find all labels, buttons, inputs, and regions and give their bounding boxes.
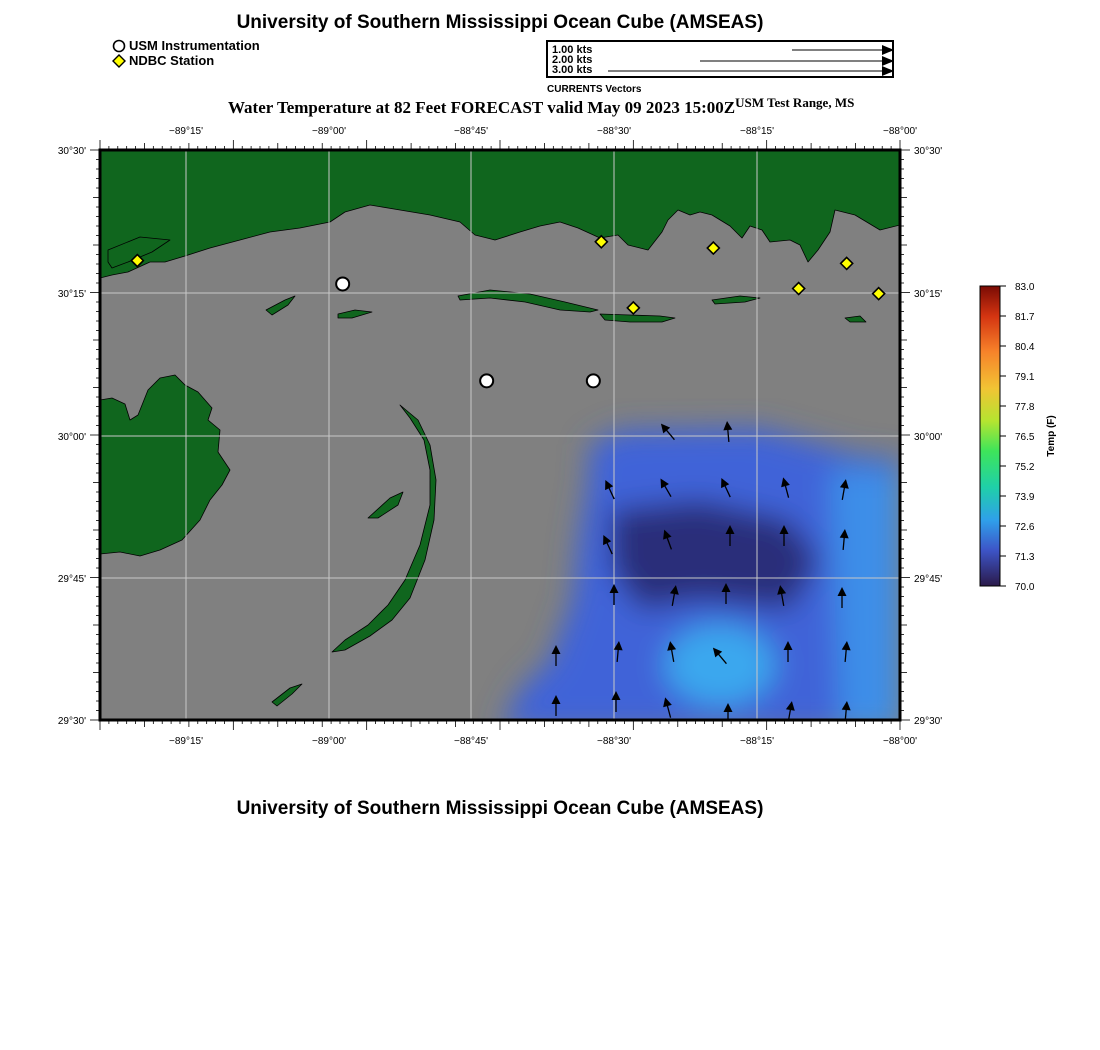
- top-lon-label-3: −88°45': [454, 126, 488, 137]
- subtitle-text: Water Temperature at 82 Feet FORECAST valid May 09 2023 15:00Z: [228, 98, 736, 117]
- colorbar-tick-label: 70.0: [1015, 582, 1035, 593]
- footer-title: University of Southern Mississippi Ocean Cube (AMSEAS): [236, 798, 764, 819]
- left-lat-label-5: 29°30': [57, 716, 86, 727]
- usm-station-marker: [480, 374, 493, 387]
- vector-scale-label-1: 1.00 kts: [552, 44, 593, 56]
- right-lat-label-5: 29°30': [914, 716, 943, 727]
- colorbar: [980, 282, 1057, 593]
- left-lat-label-2: 30°15': [57, 289, 86, 300]
- temperature-field-warm-east: [830, 470, 900, 730]
- bottom-lon-label-2: −89°00': [312, 736, 346, 747]
- right-lat-label-2: 30°15': [914, 289, 943, 300]
- region-label: USM Test Range, MS: [735, 95, 855, 110]
- colorbar-tick-label: 72.6: [1015, 522, 1035, 533]
- colorbar-tick-label: 79.1: [1015, 372, 1035, 383]
- colorbar-ticks: [1000, 282, 1035, 593]
- left-lat-label-4: 29°45': [57, 574, 86, 585]
- top-lon-label-6: −88°00': [883, 126, 917, 137]
- temperature-field-warm-patch: [665, 625, 775, 705]
- legend-usm-label: USM Instrumentation: [129, 38, 260, 53]
- top-lon-label-1: −89°15': [169, 126, 203, 137]
- top-lon-label-4: −88°30': [597, 126, 631, 137]
- right-lat-label-3: 30°00': [914, 432, 943, 443]
- bottom-lon-label-5: −88°15': [740, 736, 774, 747]
- bottom-lon-label-3: −88°45': [454, 736, 488, 747]
- right-lat-label-1: 30°30': [914, 146, 943, 157]
- colorbar-tick-label: 81.7: [1015, 312, 1035, 323]
- colorbar-tick-label: 77.8: [1015, 402, 1035, 413]
- top-axis-labels: [169, 126, 917, 137]
- bottom-lon-label-1: −89°15': [169, 736, 203, 747]
- colorbar-tick-label: 80.4: [1015, 342, 1035, 353]
- vector-scale-label-3: 3.00 kts: [552, 64, 593, 76]
- top-lon-label-2: −89°00': [312, 126, 346, 137]
- colorbar-tick-label: 75.2: [1015, 462, 1035, 473]
- left-lat-label-3: 30°00': [57, 432, 86, 443]
- legend-ndbc-label: NDBC Station: [129, 53, 215, 68]
- bottom-lon-label-6: −88°00': [883, 736, 917, 747]
- map-title: University of Southern Mississippi Ocean Cube (AMSEAS): [236, 12, 764, 33]
- colorbar-title: Temp (F): [1046, 415, 1057, 457]
- colorbar-tick-label: 76.5: [1015, 432, 1035, 443]
- bottom-lon-label-4: −88°30': [597, 736, 631, 747]
- colorbar-gradient: [980, 286, 1000, 586]
- left-axis-labels: [58, 146, 86, 727]
- colorbar-tick-label: 73.9: [1015, 492, 1035, 503]
- bottom-axis-labels: [169, 736, 917, 747]
- colorbar-tick-label: 71.3: [1015, 552, 1035, 563]
- left-lat-label-1: 30°30': [57, 146, 86, 157]
- vector-scale-caption: CURRENTS Vectors: [547, 84, 642, 95]
- top-lon-label-5: −88°15': [740, 126, 774, 137]
- right-axis-labels: [914, 146, 942, 727]
- colorbar-tick-label: 83.0: [1015, 282, 1035, 293]
- usm-station-marker: [587, 374, 600, 387]
- vector-scale-label-2: 2.00 kts: [552, 54, 593, 66]
- usm-station-marker: [336, 277, 349, 290]
- right-lat-label-4: 29°45': [914, 574, 943, 585]
